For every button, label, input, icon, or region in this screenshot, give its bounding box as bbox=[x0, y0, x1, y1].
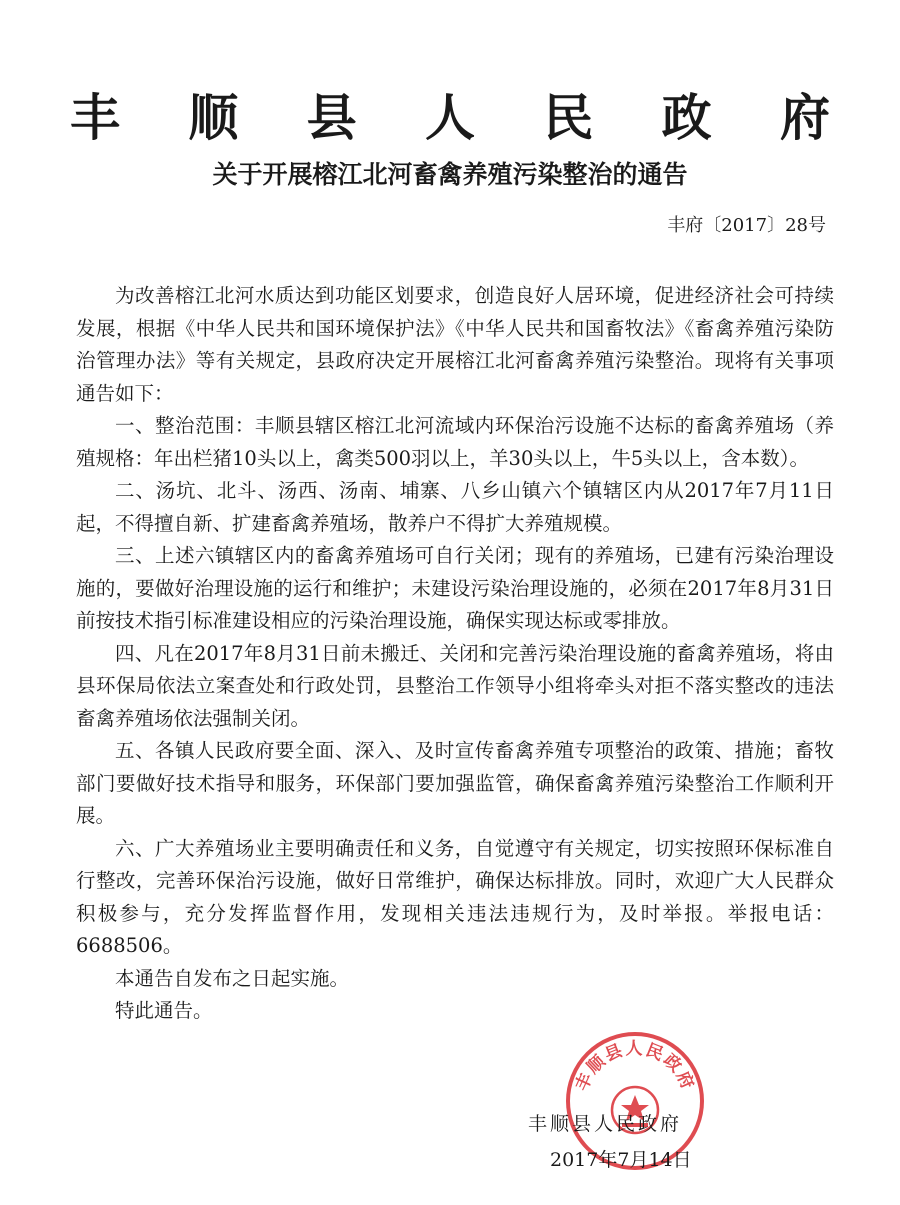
closing-paragraph: 特此通告。 bbox=[115, 999, 213, 1022]
signature-org: 丰顺县人民政府 bbox=[528, 1113, 683, 1135]
effective-paragraph: 本通告自发布之日起实施。 bbox=[115, 966, 350, 990]
item-paragraph: 二、汤坑、北斗、汤西、汤南、埔寨、八乡山镇六个镇辖区内从2017年7月11日起，不得擅自新、扩建畜禽养殖场，散养户不得扩大养殖规模。 bbox=[76, 479, 834, 535]
signature-date: 2017年7月14日 bbox=[550, 1149, 692, 1171]
issuer-char: 丰 bbox=[70, 89, 120, 147]
signature-block bbox=[528, 1106, 758, 1178]
document-title: 关于开展榕江北河畜禽养殖污染整治的通告 bbox=[212, 160, 688, 189]
issuer-char: 府 bbox=[779, 89, 830, 147]
item-paragraph: 六、广大养殖场业主要明确责任和义务，自觉遵守有关规定，切实按照环保标准自行整改，完善环保治污设施，做好日常维护，确保达标排放。同时，欢迎广大人民群众积极参与，充分发挥监督作用，发现相关违法违规行为，及时举报。举报电话：6688506。 bbox=[76, 836, 834, 957]
item-paragraph: 五、各镇人民政府要全面、深入、及时宣传畜禽养殖专项整治的政策、措施；畜牧部门要做好技术指导和服务，环保部门要加强监管，确保畜禽养殖污染整治工作顺利开展。 bbox=[76, 739, 834, 827]
seal-text: 丰顺县人民政府 bbox=[571, 1039, 699, 1095]
document-number: 丰府〔2017〕28号 bbox=[667, 215, 826, 236]
document-body bbox=[76, 280, 834, 1028]
issuer-char: 顺 bbox=[188, 89, 239, 147]
issuer-char: 民 bbox=[543, 89, 594, 147]
item-paragraph: 一、整治范围：丰顺县辖区榕江北河流域内环保治污设施不达标的畜禽养殖场（养殖规格：年出栏猪10头以上，禽类500羽以上，羊30头以上，牛5头以上，含本数）。 bbox=[76, 414, 834, 470]
item-paragraph: 四、凡在2017年8月31日前未搬迁、关闭和完善污染治理设施的畜禽养殖场，将由县环保局依法立案查处和行政处罚，县整治工作领导小组将牵头对拒不落实整改的违法畜禽养殖场依法强制关闭。 bbox=[76, 641, 834, 730]
issuer-header bbox=[70, 88, 830, 148]
item-paragraph: 三、上述六镇辖区内的畜禽养殖场可自行关闭；现有的养殖场，已建有污染治理设施的，要做好治理设施的运行和维护；未建设污染治理设施的，必须在2017年8月31日前按技术指引标准建设相应的污染治理设施，确保实现达标或零排放。 bbox=[76, 544, 834, 632]
issuer-char: 县 bbox=[306, 89, 357, 147]
intro-paragraph: 为改善榕江北河水质达到功能区划要求，创造良好人居环境，促进经济社会可持续发展，根据《中华人民共和国环境保护法》《中华人民共和国畜牧法》《畜禽养殖污染防治管理办法》等有关规定，县政府决定开展榕江北河畜禽养殖污染整治。现将有关事项通告如下： bbox=[76, 284, 834, 405]
issuer-char: 政 bbox=[661, 89, 712, 147]
issuer-char: 人 bbox=[424, 89, 475, 147]
